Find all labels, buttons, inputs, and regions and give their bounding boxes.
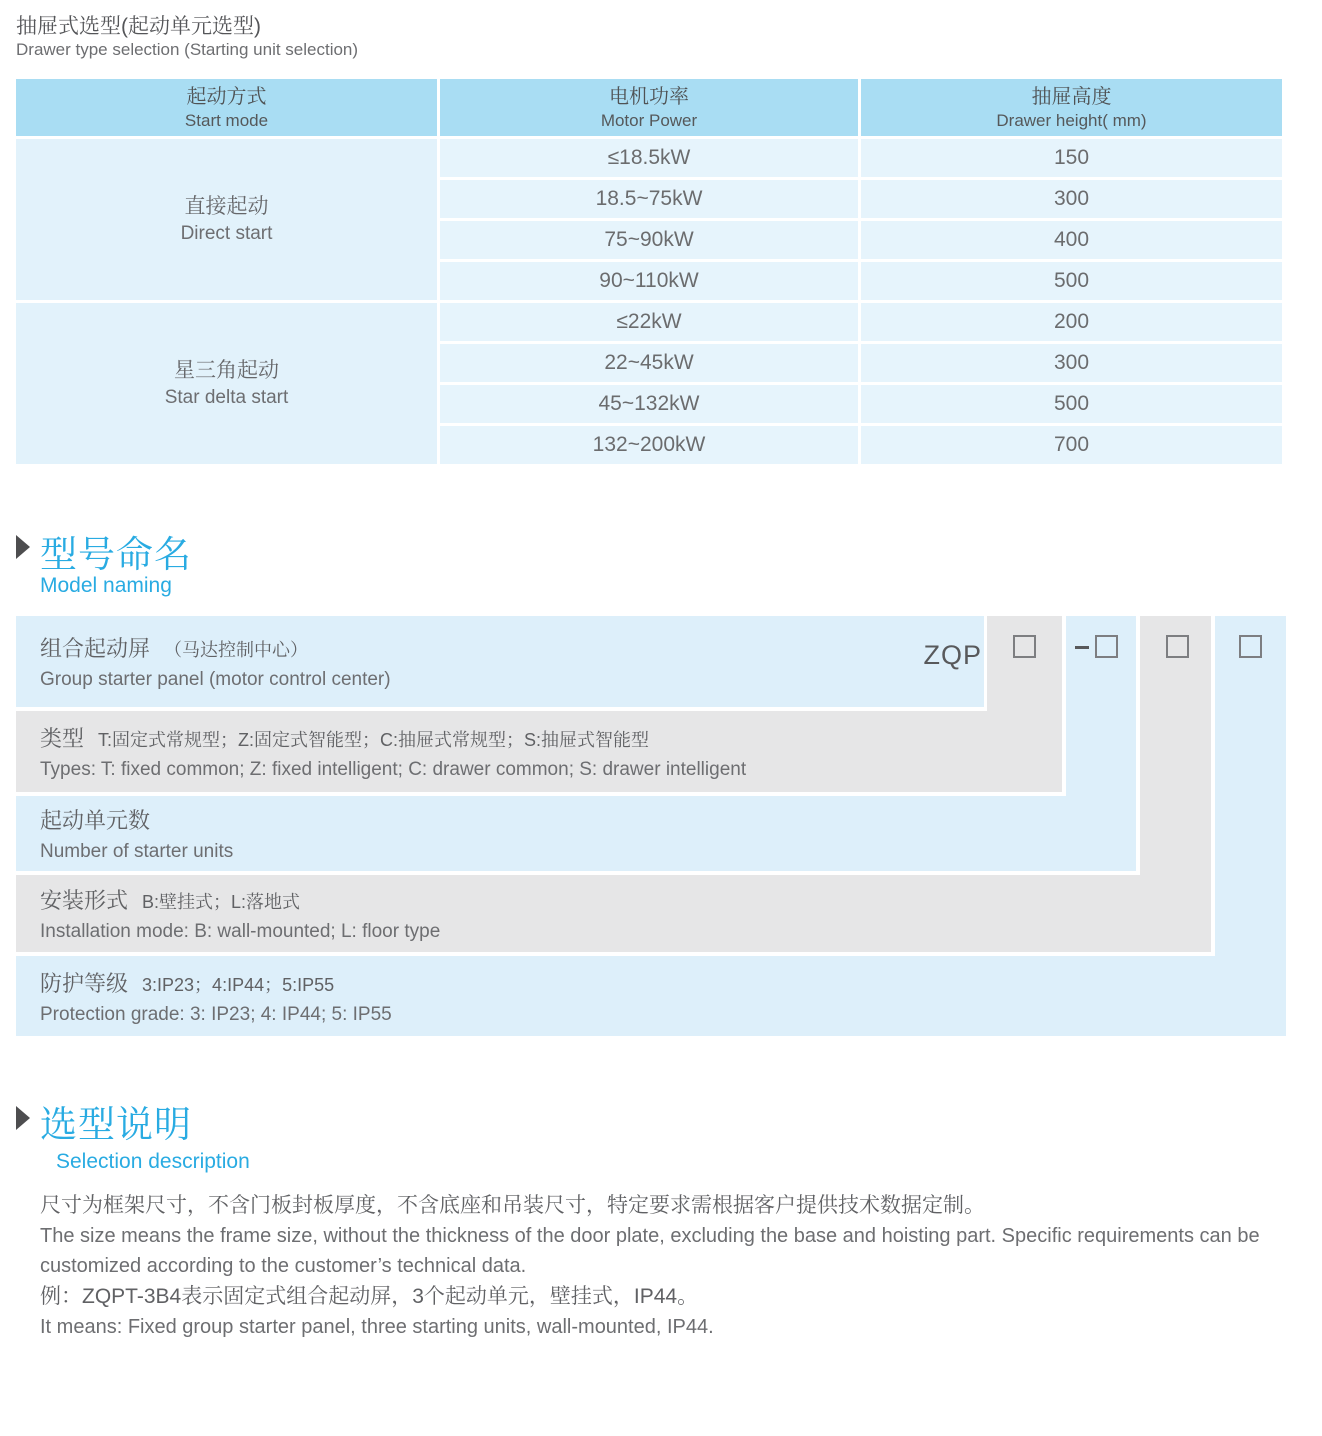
band-en: Number of starter units: [40, 841, 234, 862]
desc-line-en: The size means the frame size, without the thickness of the door plate, excluding the base and hoisting part. Specific requirements can be customized according to the customer’s technical data.: [40, 1225, 1260, 1277]
col-header-motor-power-cn: 电机功率: [609, 86, 689, 108]
band-protection-grade: [16, 956, 1286, 1036]
power-cell: 75~90kW: [440, 221, 858, 259]
desc-line-cn: 例：ZQPT-3B4表示固定式组合起动屏，3个起动单元，壁挂式，IP44。: [40, 1285, 699, 1308]
selection-description-text: [40, 1190, 1290, 1342]
power-cell: 132~200kW: [440, 426, 858, 464]
height-cell: 500: [861, 385, 1282, 423]
code-box-installation: [1166, 635, 1189, 658]
band-starter-units: [16, 796, 1136, 871]
band-cn: 安装形式: [40, 888, 129, 913]
col-header-start-mode: [16, 79, 437, 136]
mode-direct-en: Direct start: [180, 223, 273, 244]
desc-line-en: It means: Fixed group starter panel, three starting units, wall-mounted, IP44.: [40, 1316, 714, 1338]
col-header-motor-power-en: Motor Power: [600, 111, 698, 130]
section-marker-icon: [16, 1106, 30, 1130]
col-header-drawer-height-en: Drawer height( mm): [996, 111, 1147, 130]
page-title-cn: 抽屉式选型(起动单元选型): [16, 15, 261, 38]
band-installation-mode: [16, 875, 1211, 952]
band-en: Protection grade: 3: IP23; 4: IP44; 5: IP55: [40, 1003, 392, 1025]
height-cell: 400: [861, 221, 1282, 259]
code-box-units: [1095, 635, 1118, 658]
page-title-en: Drawer type selection (Starting unit selection): [16, 40, 359, 59]
selection-desc-title-en: Selection description: [56, 1150, 250, 1173]
selection-desc-title-cn: 选型说明: [40, 1104, 192, 1145]
band-type: [16, 711, 1062, 792]
model-naming-diagram: [16, 616, 1286, 1036]
power-cell: 18.5~75kW: [440, 180, 858, 218]
mode-direct-cn: 直接起动: [184, 195, 269, 218]
col-header-drawer-height: [861, 79, 1282, 136]
power-cell: 90~110kW: [440, 262, 858, 300]
col-header-motor-power: [440, 79, 858, 136]
mode-cell-star-delta: [16, 303, 437, 464]
height-cell: 150: [861, 139, 1282, 177]
mode-star-delta-en: Star delta start: [164, 387, 289, 408]
height-cell: 300: [861, 344, 1282, 382]
band-cn-sub: T:固定式常规型；Z:固定式智能型；C:抽屉式常规型；S:抽屉式智能型: [98, 730, 650, 750]
mode-cell-direct-start: [16, 139, 437, 300]
col-header-start-mode-cn: 起动方式: [186, 86, 267, 108]
height-cell: 700: [861, 426, 1282, 464]
power-cell: 45~132kW: [440, 385, 858, 423]
band-cn-sub: （马达控制中心）: [164, 640, 309, 660]
band-en: Types: T: fixed common; Z: fixed intelligent; C: drawer common; S: drawer intelligent: [40, 759, 747, 780]
mode-star-delta-cn: 星三角起动: [174, 359, 279, 382]
band-en: Installation mode: B: wall-mounted; L: floor type: [40, 921, 441, 942]
code-box-type: [1013, 635, 1036, 658]
section-marker-icon: [16, 535, 30, 559]
band-en: Group starter panel (motor control center): [40, 669, 391, 690]
power-cell: ≤18.5kW: [440, 139, 858, 177]
desc-line-cn: 尺寸为框架尺寸，不含门板封板厚度，不含底座和吊装尺寸，特定要求需根据客户提供技术数据定制。: [40, 1194, 985, 1217]
band-cn: 类型: [40, 726, 85, 751]
band-cn-sub: 3:IP23；4:IP44；5:IP55: [142, 974, 335, 995]
band-cn: 起动单元数: [40, 808, 151, 833]
height-cell: 500: [861, 262, 1282, 300]
power-cell: ≤22kW: [440, 303, 858, 341]
col-header-drawer-height-cn: 抽屉高度: [1031, 86, 1112, 108]
power-cell: 22~45kW: [440, 344, 858, 382]
dash-separator: [1075, 646, 1089, 649]
col-header-start-mode-en: Start mode: [184, 111, 269, 130]
band-group-starter-panel: [16, 616, 984, 707]
code-box-protection: [1239, 635, 1262, 658]
model-naming-title-cn: 型号命名: [40, 534, 192, 575]
drawer-selection-table: [16, 79, 1282, 464]
height-cell: 200: [861, 303, 1282, 341]
model-naming-title-en: Model naming: [40, 574, 172, 597]
band-cn-sub: B:壁挂式；L:落地式: [142, 892, 301, 912]
band-cn: 防护等级: [40, 970, 129, 996]
model-code-prefix: ZQP: [923, 640, 982, 670]
height-cell: 300: [861, 180, 1282, 218]
band-cn: 组合起动屏: [40, 636, 151, 661]
